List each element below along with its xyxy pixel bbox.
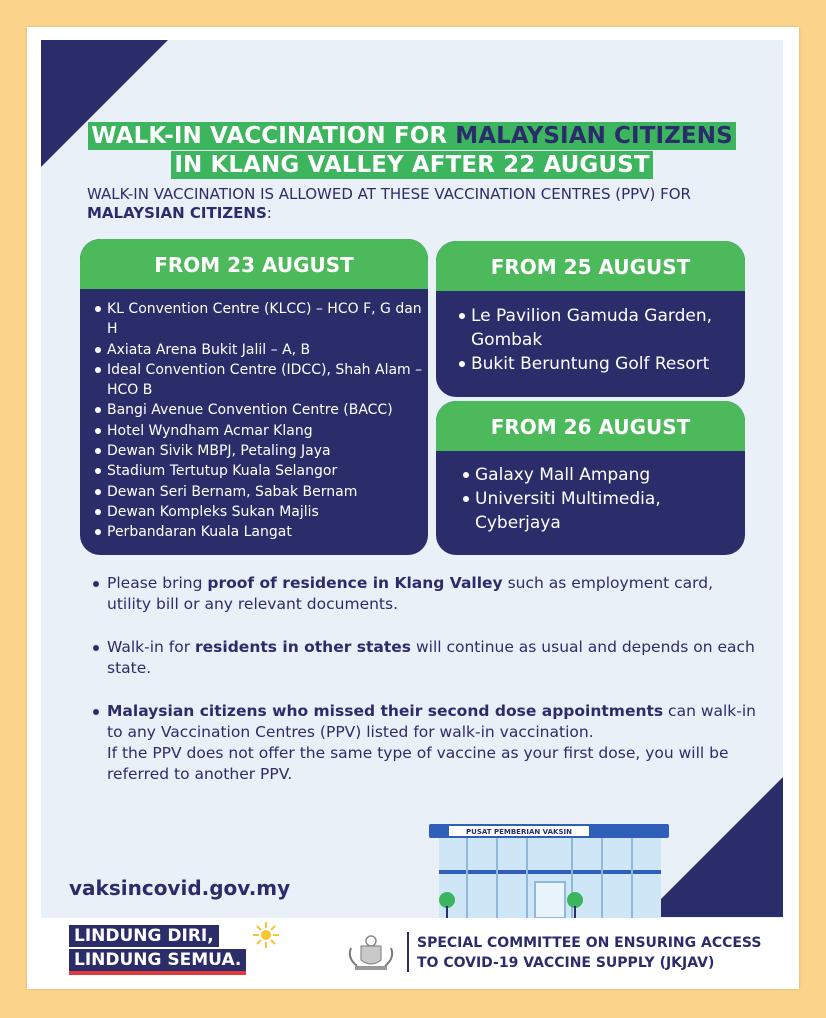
list-item: Bukit Beruntung Golf Resort: [471, 352, 745, 376]
box-heading: FROM 26 AUGUST: [436, 401, 745, 451]
list-item: Hotel Wyndham Acmar Klang: [107, 421, 428, 441]
footer-divider: [407, 932, 409, 972]
list-item: Le Pavilion Gamuda Garden, Gombak: [471, 304, 745, 352]
building-sign-text: PUSAT PEMBERIAN VAKSIN: [466, 828, 572, 836]
list-item: Universiti Multimedia, Cyberjaya: [475, 487, 745, 535]
tree-left: [439, 892, 455, 908]
box-from-23-august: [80, 239, 428, 555]
list-item: KL Convention Centre (KLCC) – HCO F, G dan H: [107, 299, 428, 340]
intro-text: WALK-IN VACCINATION IS ALLOWED AT THESE VACCINATION CENTRES (PPV) FOR MALAYSIAN CITIZENS:: [87, 185, 691, 222]
box-from-26-august: [436, 401, 745, 555]
building-band: [439, 870, 661, 874]
note-proof-of-residence: Please bring proof of residence in Klang Valley such as employment card, utility bill or any relevant documents.: [107, 573, 757, 615]
list-item: Bangi Avenue Convention Centre (BACC): [107, 400, 428, 420]
website-link[interactable]: vaksincovid.gov.my: [69, 876, 291, 900]
malaysia-coat-of-arms-icon: [343, 932, 399, 972]
committee-name: SPECIAL COMMITTEE ON ENSURING ACCESS TO COVID-19 VACCINE SUPPLY (JKJAV): [417, 935, 762, 971]
box-from-25-august: [436, 241, 745, 397]
sun-icon: [251, 920, 281, 950]
tree-right: [567, 892, 583, 908]
list-item: Ideal Convention Centre (IDCC), Shah Alam – HCO B: [107, 360, 428, 401]
list-item: Galaxy Mall Ampang: [475, 463, 745, 487]
vaccine-centre-building-illustration: [427, 820, 672, 920]
list-item: Stadium Tertutup Kuala Selangor: [107, 461, 428, 481]
notes-list: [107, 573, 757, 807]
note-other-states: Walk-in for residents in other states will continue as usual and depends on each state.: [107, 637, 757, 679]
vaccination-poster: [41, 40, 783, 977]
list-item: Axiata Arena Bukit Jalil – A, B: [107, 340, 428, 360]
list-item: Dewan Seri Bernam, Sabak Bernam: [107, 482, 428, 502]
title-line-2: IN KLANG VALLEY AFTER 22 AUGUST: [171, 151, 652, 179]
building-door: [535, 882, 565, 918]
location-list: [80, 289, 428, 543]
slogan-logo: LINDUNG DIRI, LINDUNG SEMUA.: [69, 925, 246, 975]
title-highlight: MALAYSIAN CITIZENS: [455, 123, 733, 149]
title-line-1: WALK-IN VACCINATION FOR MALAYSIAN CITIZENS: [88, 122, 736, 150]
location-list: [436, 451, 745, 535]
poster-title: [41, 122, 783, 179]
box-heading: FROM 25 AUGUST: [436, 241, 745, 291]
location-list: [436, 291, 745, 376]
note-second-dose: Malaysian citizens who missed their second dose appointments can walk-in to any Vaccination Centres (PPV) listed for walk-in vaccination. If the PPV does not offer the same type of vaccine as your first dose, you will be referred to another PPV.: [107, 702, 757, 783]
list-item: Dewan Sivik MBPJ, Petaling Jaya: [107, 441, 428, 461]
list-item: Dewan Kompleks Sukan Majlis: [107, 502, 428, 522]
box-heading: FROM 23 AUGUST: [80, 239, 428, 289]
footer: [41, 918, 783, 977]
list-item: Perbandaran Kuala Langat: [107, 522, 428, 542]
